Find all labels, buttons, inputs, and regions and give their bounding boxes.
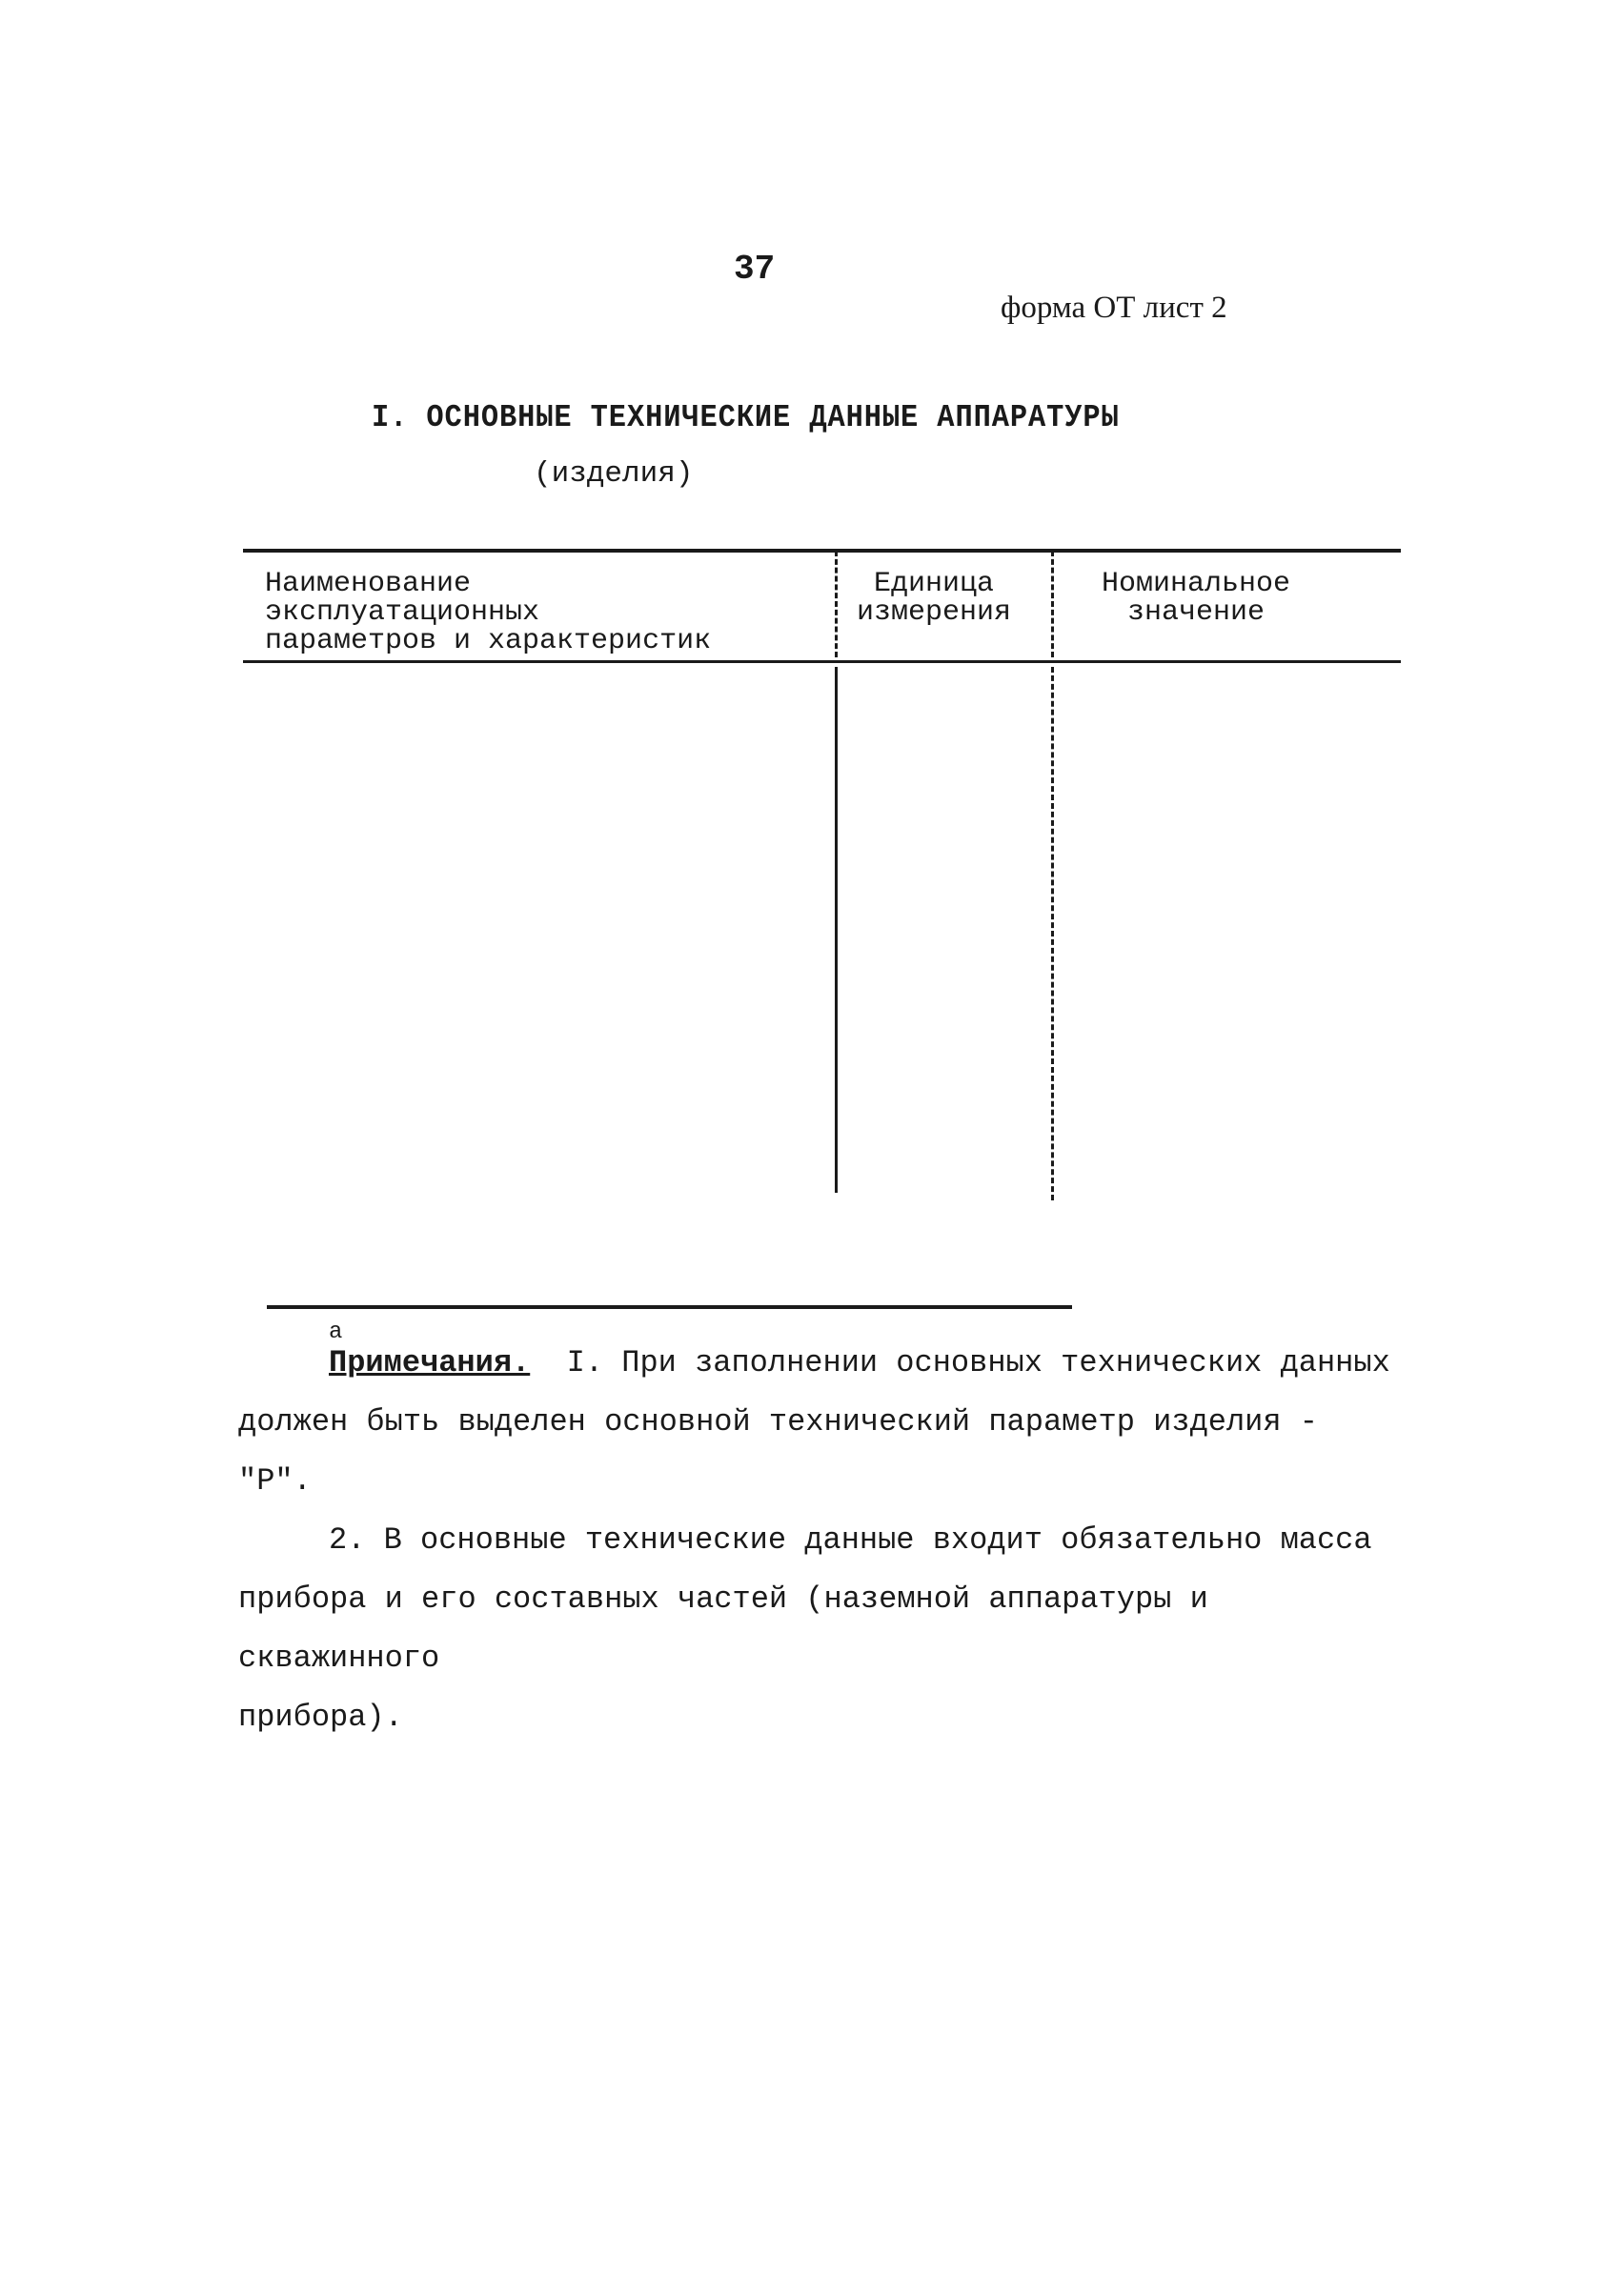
note-text: должен быть выделен основной технический параметр изделия - "Р". (238, 1404, 1318, 1499)
section-subtitle: (изделия) (534, 457, 694, 491)
column-header-line: параметров и характеристик (265, 625, 712, 657)
column-header-line: Единица (873, 568, 995, 600)
column-header-value (1063, 570, 1329, 627)
column-divider (835, 667, 838, 1193)
page-number: 37 (734, 250, 776, 289)
column-header-line: значение (1126, 596, 1266, 629)
column-header-line: Номинальное (1101, 568, 1291, 600)
note-text: прибора и его составных частей (наземной аппаратуры и скважинного (238, 1581, 1208, 1676)
column-header-line: Наименование (265, 568, 472, 600)
column-divider-header (1051, 551, 1054, 657)
section-title: I. ОСНОВНЫЕ ТЕХНИЧЕСКИЕ ДАННЫЕ АППАРАТУРЫ (372, 400, 1120, 435)
note-text: I. При заполнении основных технических данных (566, 1345, 1390, 1380)
column-header-unit (839, 570, 1029, 627)
table-top-rule (243, 549, 1401, 553)
form-label: форма ОТ лист 2 (1001, 291, 1227, 325)
column-header-line: эксплуатационных (265, 596, 540, 629)
column-header-line: измерения (856, 596, 1012, 629)
notes (238, 1334, 1391, 1747)
column-divider-header (835, 551, 838, 657)
notes-heading: Примечания. (329, 1345, 531, 1380)
column-header-name (265, 570, 711, 655)
note-1 (238, 1334, 1391, 1393)
column-divider (1051, 667, 1054, 1200)
table-header-rule (243, 660, 1401, 663)
note-text: 2. В основные технические данные входит обязательно масса (329, 1522, 1372, 1558)
accent-mark: а (329, 1319, 343, 1345)
notes-separator-rule (267, 1305, 1072, 1309)
note-text: прибора). (238, 1700, 403, 1735)
